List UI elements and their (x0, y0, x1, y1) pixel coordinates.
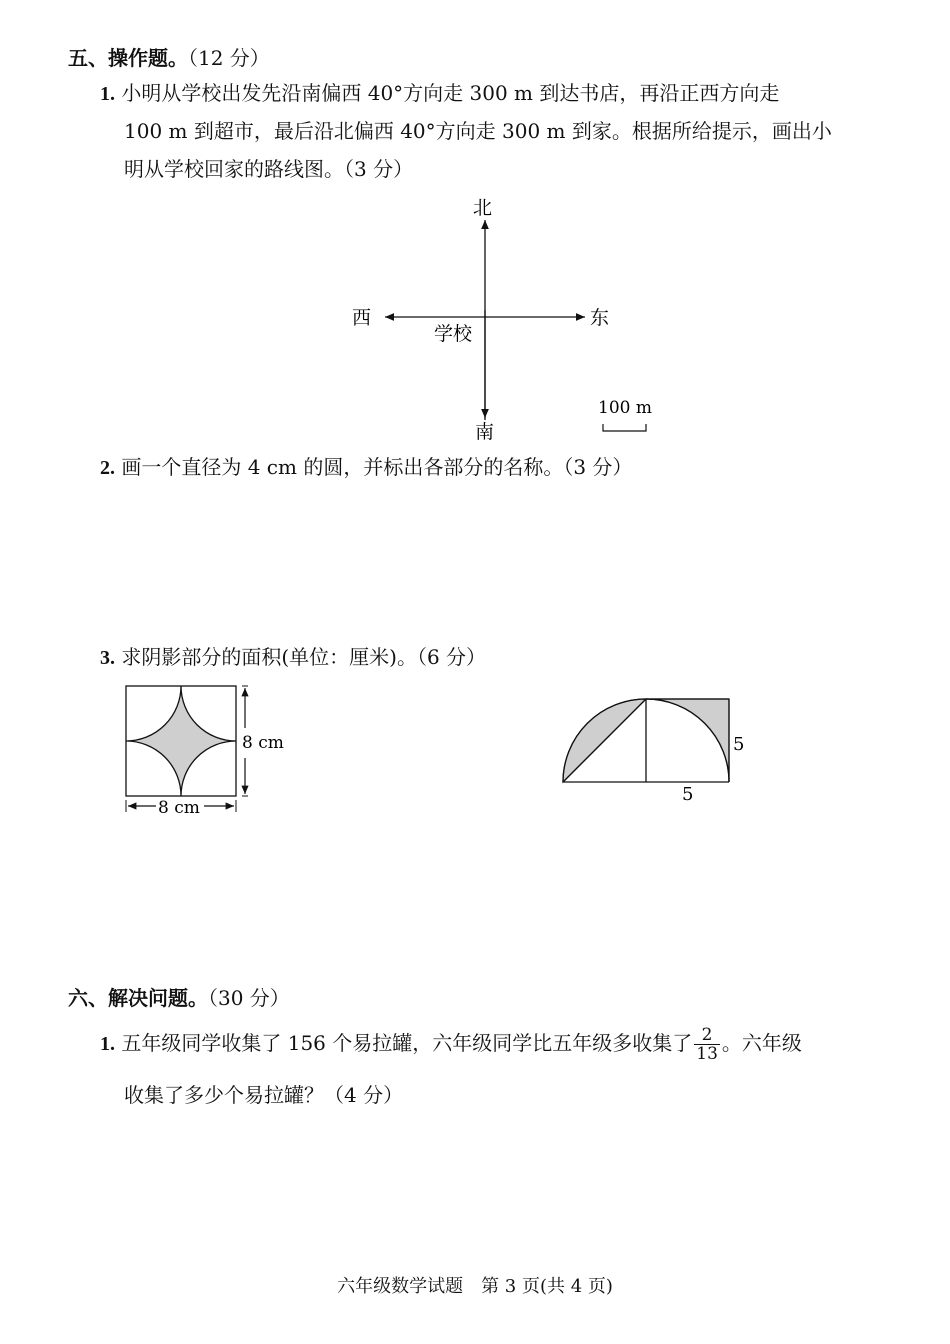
q2-line (100, 448, 632, 487)
q1-text-line-1: 小明从学校出发先沿南偏西 40°方向走 300 m 到达书店，再沿正西方向走 (121, 81, 780, 105)
s6-q1-text-line-2: 收集了多少个易拉罐？（4 分） (124, 1083, 404, 1107)
section-five-heading (68, 42, 270, 71)
fraction-denominator: 13 (696, 1044, 718, 1064)
s6-q1-line-1 (100, 1024, 802, 1063)
page-footer: 六年级数学试题 第 3 页(共 4 页) (337, 1276, 613, 1297)
section-five-points: （12 分） (188, 46, 270, 70)
east-label: 东 (590, 307, 610, 329)
q1-number: 1. (100, 83, 115, 105)
q1-text-line-2: 100 m 到超市，最后沿北偏西 40°方向走 300 m 到家。根据所给提示，画出小 (124, 119, 832, 143)
square-shaded-figure (118, 680, 318, 820)
section-six-heading (68, 982, 290, 1011)
q3-line (100, 638, 486, 677)
q3-number: 3. (100, 647, 115, 669)
semicircle-shaded-figure (555, 690, 765, 810)
section-six-points: （30 分） (208, 986, 290, 1010)
section-five-title: 五、操作题。 (68, 46, 188, 70)
square-side-label: 8 cm (242, 733, 284, 753)
semicircle-side-label: 5 (733, 734, 745, 755)
compass-diagram (330, 190, 690, 450)
q3-text: 求阴影部分的面积(单位：厘米)。（6 分） (121, 645, 487, 669)
s6-q1-text-b: 。六年级 (721, 1031, 802, 1055)
scale-bar (603, 424, 646, 431)
semicircle-bottom-label: 5 (682, 784, 694, 805)
fraction-numerator: 2 (694, 1026, 720, 1045)
q1-text-line-3: 明从学校回家的路线图。（3 分） (124, 157, 414, 181)
west-label: 西 (352, 307, 372, 329)
q1-line-1 (100, 74, 779, 113)
school-label: 学校 (434, 323, 473, 345)
q2-text: 画一个直径为 4 cm 的圆，并标出各部分的名称。（3 分） (121, 455, 633, 479)
south-label: 南 (475, 421, 495, 443)
scale-label: 100 m (598, 398, 652, 418)
shaded-right-corner (646, 699, 729, 782)
section-six-title: 六、解决问题。 (68, 986, 208, 1010)
s6-q1-text-a: 五年级同学收集了 156 个易拉罐，六年级同学比五年级多收集了 (121, 1031, 693, 1055)
q2-number: 2. (100, 457, 115, 479)
square-bottom-label: 8 cm (158, 798, 200, 818)
s6-q1-number: 1. (100, 1033, 115, 1055)
fraction (694, 1026, 720, 1063)
north-label: 北 (473, 197, 493, 219)
